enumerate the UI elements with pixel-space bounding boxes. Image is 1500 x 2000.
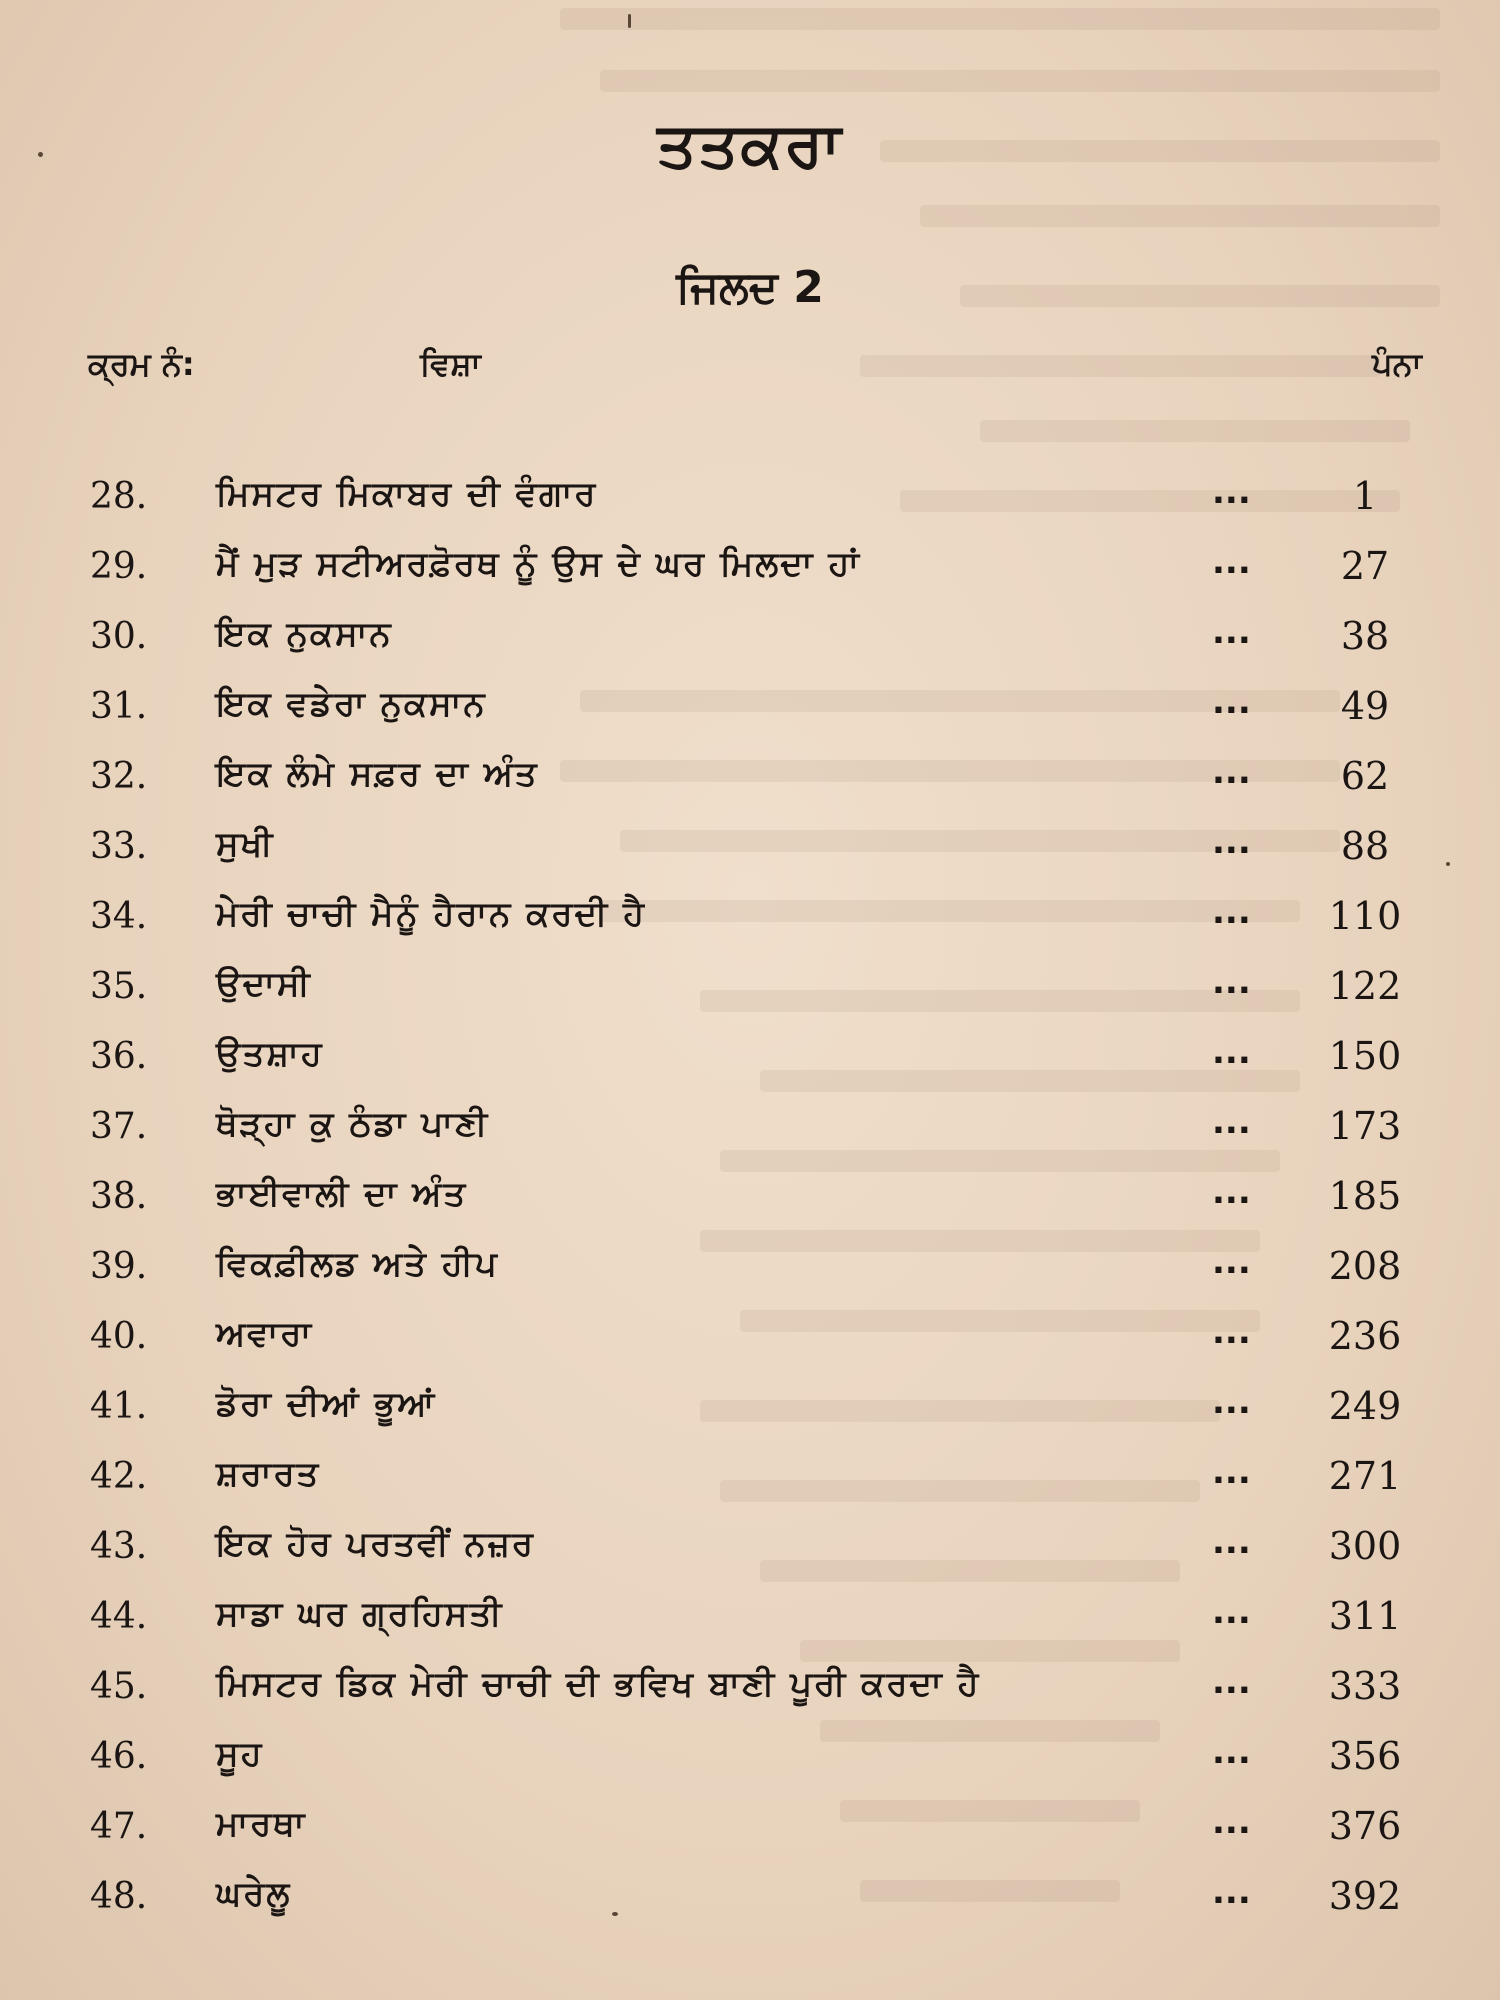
chapter-title: ਡੋਰਾ ਦੀਆਂ ਭੂਆਂ [216, 1384, 437, 1424]
chapter-number: 45. [90, 1666, 148, 1707]
toc-entry-36 [90, 1024, 1420, 1094]
toc-entry-28 [90, 464, 1420, 534]
toc-entry-48 [90, 1864, 1420, 1934]
column-header-serial: ਕ੍ਰਮ ਨੰ: [88, 345, 195, 383]
chapter-title: ਸੁਖੀ [216, 824, 275, 864]
ink-speck [628, 14, 631, 28]
page-number: 49 [1340, 684, 1390, 728]
page-title: ਤਤਕਰਾ [657, 108, 843, 181]
leader-dots: ... [1212, 1522, 1251, 1562]
leader-dots: ... [1212, 1032, 1251, 1072]
leader-dots: ... [1212, 822, 1251, 862]
table-of-contents [90, 464, 1420, 1934]
chapter-title: ਅਵਾਰਾ [216, 1314, 314, 1354]
toc-entry-39 [90, 1234, 1420, 1304]
toc-entry-34 [90, 884, 1420, 954]
page-number: 333 [1328, 1664, 1402, 1708]
chapter-title: ਵਿਕਫ਼ੀਲਡ ਅਤੇ ਹੀਪ [216, 1244, 499, 1284]
leader-dots: ... [1212, 472, 1251, 512]
page-number: 356 [1328, 1734, 1402, 1778]
page-number: 62 [1340, 754, 1390, 798]
toc-entry-30 [90, 604, 1420, 674]
chapter-title: ਭਾਈਵਾਲੀ ਦਾ ਅੰਤ [216, 1174, 468, 1214]
leader-dots: ... [1212, 1172, 1251, 1212]
page-number: 38 [1340, 614, 1390, 658]
chapter-title: ਇਕ ਲੰਮੇ ਸਫ਼ਰ ਦਾ ਅੰਤ [216, 754, 539, 794]
chapter-title: ਸੂਹ [216, 1734, 264, 1774]
page-number: 185 [1328, 1174, 1402, 1218]
leader-dots: ... [1212, 1382, 1251, 1422]
chapter-number: 46. [90, 1736, 148, 1777]
leader-dots: ... [1212, 682, 1251, 722]
chapter-number: 42. [90, 1456, 148, 1497]
page-number: 110 [1328, 894, 1402, 938]
leader-dots: ... [1212, 1802, 1251, 1842]
toc-entry-35 [90, 954, 1420, 1024]
page-number: 236 [1328, 1314, 1402, 1358]
chapter-number: 30. [90, 616, 148, 657]
leader-dots: ... [1212, 1592, 1251, 1632]
chapter-number: 41. [90, 1386, 148, 1427]
toc-entry-40 [90, 1304, 1420, 1374]
chapter-number: 36. [90, 1036, 148, 1077]
toc-entry-42 [90, 1444, 1420, 1514]
chapter-title: ਮਿਸਟਰ ਡਿਕ ਮੇਰੀ ਚਾਚੀ ਦੀ ਭਵਿਖ ਬਾਣੀ ਪੂਰੀ ਕਰਦਾ ਹੈ [216, 1664, 981, 1704]
column-header-page: ਪੰਨਾ [1372, 345, 1422, 383]
page-number: 376 [1328, 1804, 1402, 1848]
toc-entry-47 [90, 1794, 1420, 1864]
chapter-number: 37. [90, 1106, 148, 1147]
chapter-number: 35. [90, 966, 148, 1007]
leader-dots: ... [1212, 752, 1251, 792]
chapter-number: 32. [90, 756, 148, 797]
page-number: 150 [1328, 1034, 1402, 1078]
page-number: 27 [1340, 544, 1390, 588]
chapter-number: 40. [90, 1316, 148, 1357]
leader-dots: ... [1212, 892, 1251, 932]
toc-entry-37 [90, 1094, 1420, 1164]
chapter-title: ਮੇਰੀ ਚਾਚੀ ਮੈਨੂੰ ਹੈਰਾਨ ਕਰਦੀ ਹੈ [216, 894, 646, 934]
leader-dots: ... [1212, 1872, 1251, 1912]
page-number: 392 [1328, 1874, 1402, 1918]
chapter-number: 39. [90, 1246, 148, 1287]
chapter-title: ਮਿਸਟਰ ਮਿਕਾਬਰ ਦੀ ਵੰਗਾਰ [216, 474, 598, 514]
chapter-number: 38. [90, 1176, 148, 1217]
chapter-number: 34. [90, 896, 148, 937]
leader-dots: ... [1212, 1312, 1251, 1352]
chapter-title: ਇਕ ਵਡੇਰਾ ਨੁਕਸਾਨ [216, 684, 487, 724]
leader-dots: ... [1212, 962, 1251, 1002]
toc-entry-38 [90, 1164, 1420, 1234]
page-number: 300 [1328, 1524, 1402, 1568]
toc-entry-32 [90, 744, 1420, 814]
page-number: 122 [1328, 964, 1402, 1008]
chapter-title: ਇਕ ਹੋਰ ਪਰਤਵੀਂ ਨਜ਼ਰ [216, 1524, 535, 1564]
chapter-number: 48. [90, 1876, 148, 1917]
leader-dots: ... [1212, 1452, 1251, 1492]
chapter-title: ਸਾਡਾ ਘਰ ਗ੍ਰਹਿਸਤੀ [216, 1594, 504, 1634]
page-number: 173 [1328, 1104, 1402, 1148]
leader-dots: ... [1212, 1662, 1251, 1702]
leader-dots: ... [1212, 612, 1251, 652]
chapter-number: 43. [90, 1526, 148, 1567]
toc-entry-41 [90, 1374, 1420, 1444]
chapter-number: 29. [90, 546, 148, 587]
chapter-title: ਮੈਂ ਮੁੜ ਸਟੀਅਰਫ਼ੋਰਥ ਨੂੰ ਉਸ ਦੇ ਘਰ ਮਿਲਦਾ ਹਾਂ [216, 544, 861, 584]
ink-speck [1446, 862, 1450, 866]
leader-dots: ... [1212, 542, 1251, 582]
page-number: 208 [1328, 1244, 1402, 1288]
page-number: 1 [1352, 474, 1378, 518]
toc-entry-43 [90, 1514, 1420, 1584]
page-number: 311 [1328, 1594, 1402, 1638]
chapter-title: ਥੋੜ੍ਹਾ ਕੁ ਠੰਡਾ ਪਾਣੀ [216, 1104, 490, 1144]
leader-dots: ... [1212, 1732, 1251, 1772]
leader-dots: ... [1212, 1242, 1251, 1282]
leader-dots: ... [1212, 1102, 1251, 1142]
chapter-title: ਮਾਰਥਾ [216, 1804, 307, 1844]
chapter-number: 33. [90, 826, 148, 867]
chapter-number: 31. [90, 686, 148, 727]
chapter-title: ਉਤਸ਼ਾਹ [216, 1034, 324, 1074]
chapter-title: ਘਰੇਲੂ [216, 1874, 292, 1914]
page-number: 271 [1328, 1454, 1402, 1498]
volume-heading: ਜਿਲਦ 2 [676, 262, 824, 313]
chapter-number: 28. [90, 476, 148, 517]
chapter-title: ਉਦਾਸੀ [216, 964, 312, 1004]
chapter-number: 47. [90, 1806, 148, 1847]
toc-entry-31 [90, 674, 1420, 744]
toc-entry-45 [90, 1654, 1420, 1724]
column-header-subject: ਵਿਸ਼ਾ [420, 345, 481, 383]
toc-entry-44 [90, 1584, 1420, 1654]
toc-entry-46 [90, 1724, 1420, 1794]
page-number: 88 [1340, 824, 1390, 868]
chapter-title: ਇਕ ਨੁਕਸਾਨ [216, 614, 393, 654]
toc-entry-33 [90, 814, 1420, 884]
chapter-number: 44. [90, 1596, 148, 1637]
toc-entry-29 [90, 534, 1420, 604]
chapter-title: ਸ਼ਰਾਰਤ [216, 1454, 321, 1494]
page-number: 249 [1328, 1384, 1402, 1428]
